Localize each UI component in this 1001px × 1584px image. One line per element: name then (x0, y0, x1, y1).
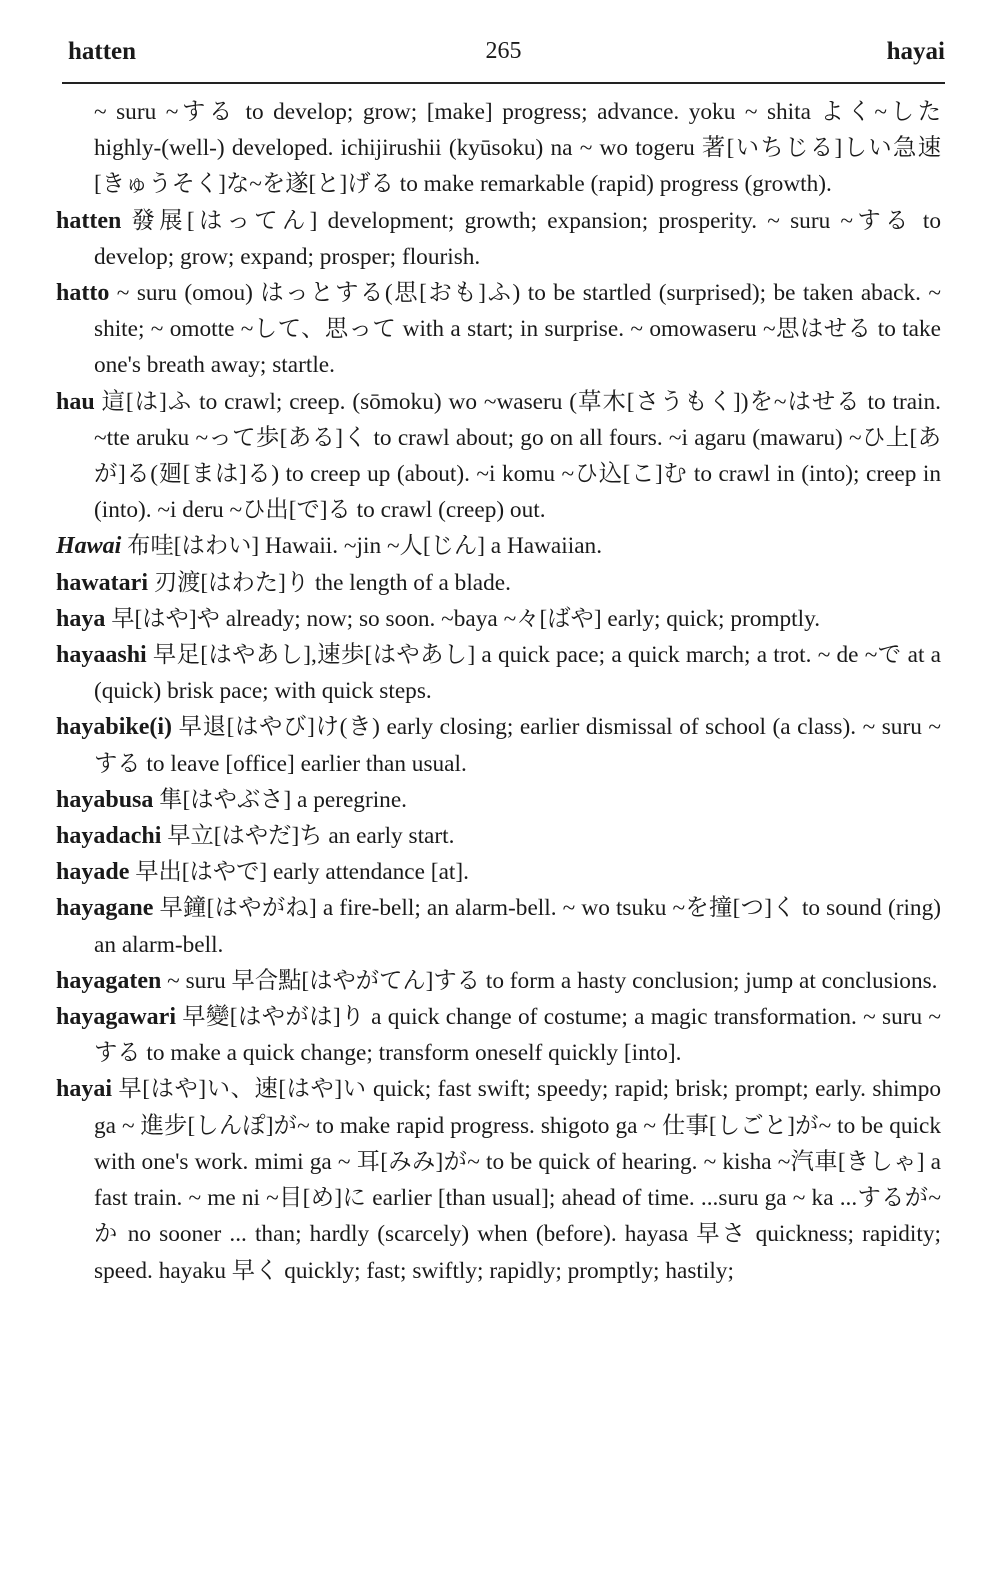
entry-definition: ~ suru 早合點[はやがてん]する to form a hasty conclusion; jump at conclusions. (167, 967, 938, 994)
entry-definition: 早[はや]い、速[はや]い quick; fast swift; speedy; rapid; brisk; prompt; early. shimpo ga ~ 進步[しんぽ]が~ to make rapid progress. shigoto ga ~ 仕事[しごと]が~ to be quick with one's work. mimi ga ~ 耳[みみ]が~ to be quick of hearing. ~ kisha ~汽車[きしゃ] a fast train. ~ me ni ~目[め]に earlier [than usual]; ahead of time. ...suru ga ~ ka ...するが~か no sooner ... than; hardly (scarcely) when (before). hayasa 早さ quickness; rapidity; speed. hayaku 早く quickly; fast; swiftly; rapidly; promptly; hastily; (94, 1076, 941, 1284)
entry-hawatari (56, 565, 941, 601)
headword: hayagaten (56, 967, 162, 994)
headword: hayade (56, 859, 130, 886)
entry-hawai (56, 528, 941, 564)
headword: hayagane (56, 895, 154, 922)
entry-definition: 早出[はやで] early attendance [at]. (135, 859, 469, 886)
entry-definition: 早鐘[はやがね] a fire-bell; an alarm-bell. ~ wo tsuku ~を撞[つ]く to sound (ring) an alarm-bell. (94, 895, 941, 958)
headword: hayagawari (56, 1004, 176, 1031)
entry-haya (56, 601, 941, 637)
entry-hayaashi (56, 637, 941, 709)
entry-definition: 早立[はやだ]ち an early start. (167, 823, 455, 850)
headword: hawatari (56, 569, 148, 596)
entry-hayagawari (56, 999, 941, 1071)
entry-definition: ~ suru (omou) はっとする(思[おも]ふ) to be startled (surprised); be taken aback. ~ shite; ~ omotte ~して、思って with a start; in surprise. ~ omowaseru ~思はせる to take one's breath away; startle. (94, 280, 942, 379)
entry-definition: 早變[はやがは]り a quick change of costume; a magic transformation. ~ suru ~する to make a quick change; transform oneself quickly [into]. (94, 1004, 942, 1067)
headword: hau (56, 388, 95, 415)
entry-hatten (56, 203, 941, 275)
headword: hayadachi (56, 823, 162, 850)
entry-definition: 布哇[はわい] Hawaii. ~jin ~人[じん] a Hawaiian. (127, 533, 603, 560)
running-head-right: hayai (886, 38, 945, 65)
headword: Hawai (56, 533, 122, 560)
headword: haya (56, 605, 106, 632)
headword: hayabike(i) (56, 714, 173, 741)
entry-hayabikei (56, 709, 941, 781)
entry-definition: 這[は]ふ to crawl; creep. (sōmoku) wo ~waseru (草木[さうもく])を~はせる to train. ~tte aruku ~って歩[ある]く to crawl about; go on all fours. ~i agaru (mawaru) ~ひ上[あが]る(廻[まは]る) to creep up (about). ~i komu ~ひ込[こ]む to crawl in (into); creep in (into). ~i deru ~ひ出[で]る to crawl (creep) out. (94, 388, 941, 524)
entry-definition: 早[はや]や already; now; so soon. ~baya ~々[ばや] early; quick; promptly. (111, 605, 821, 632)
dictionary-body (56, 94, 941, 1289)
entry-definition: 早退[はやび]け(き) early closing; earlier dismissal of school (a class). ~ suru ~する to leave [office] earlier than usual. (94, 714, 942, 777)
entry-definition: 隼[はやぶさ] a peregrine. (159, 786, 407, 813)
headword: hayabusa (56, 786, 154, 813)
headword: hayai (56, 1076, 113, 1103)
entry-hau (56, 384, 941, 529)
entry-hayagane (56, 890, 941, 962)
entry-hayai (56, 1071, 941, 1288)
running-head-left: hatten (68, 38, 137, 65)
entry-hayagaten (56, 963, 941, 999)
headword: hatten (56, 207, 122, 234)
entry-definition: 刃渡[はわた]り the length of a blade. (153, 569, 511, 596)
entry-definition: 發展[はってん] development; growth; expansion; prosperity. ~ suru ~する to develop; grow; expand; prosper; flourish. (94, 207, 942, 270)
page-number: 265 (485, 38, 522, 64)
entry-hayade (56, 854, 941, 890)
continued-entry-text: ~ suru ~する to develop; grow; [make] progress; advance. yoku ~ shita よく~した highly-(well-) developed. ichijirushii (kyūsoku) na ~ wo togeru 著[いちじる]しい急速[きゅうそく]な~を遂[と]げる to make remarkable (rapid) progress (growth). (94, 99, 941, 198)
entry-definition: 早足[はやあし],速歩[はやあし] a quick pace; a quick march; a trot. ~ de ~で at a (quick) brisk pace; with quick steps. (94, 642, 941, 705)
entry-hayadachi (56, 818, 941, 854)
headword: hatto (56, 280, 110, 307)
page-header (62, 38, 945, 84)
entry-hayabusa (56, 782, 941, 818)
entry-hatto (56, 275, 941, 384)
headword: hayaashi (56, 642, 147, 669)
